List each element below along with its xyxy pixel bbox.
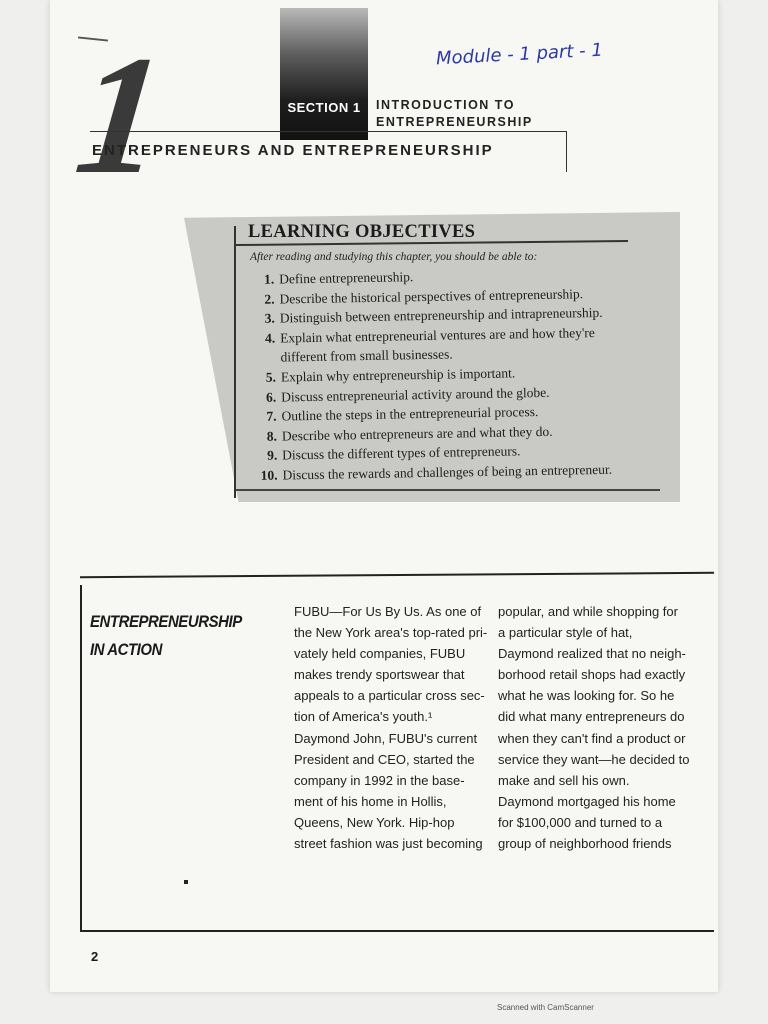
body-text-line: did what many entrepreneurs do (498, 709, 685, 725)
body-text-line: what he was looking for. So he (498, 688, 675, 704)
body-text-line: FUBU—For Us By Us. As one of (294, 604, 482, 619)
objective-number: 2. (264, 291, 275, 307)
ink-dot (184, 880, 188, 884)
objective-number: 6. (265, 389, 277, 405)
body-text-line: company in 1992 in the base- (294, 772, 465, 788)
objectives-list (252, 263, 656, 485)
objective-text: Discuss the rewards and challenges of being an entrepreneur. (282, 461, 613, 483)
body-text-line: Daymond realized that no neigh- (498, 646, 686, 662)
in-action-title-line1: ENTREPRENEURSHIP (90, 612, 242, 631)
objective-number: 8. (266, 428, 278, 444)
objective-text: Outline the steps in the entrepreneurial process. (281, 404, 539, 424)
objective-number: 3. (264, 310, 275, 326)
objective-text: Describe who entrepreneurs are and what they do. (281, 423, 553, 444)
objective-number: 9. (266, 447, 278, 464)
section-bar (280, 8, 368, 140)
body-text-line: ment of his home in Hollis, (294, 793, 447, 809)
in-action-column-1 (294, 601, 488, 854)
page-number: 2 (91, 949, 99, 964)
body-text-line: when they can't find a product or (498, 730, 686, 746)
objective-number: 4. (264, 330, 276, 346)
objective-text: Describe the historical perspectives of entrepreneurship. (279, 285, 584, 307)
body-text-line: Daymond mortgaged his home (498, 793, 676, 809)
body-text-line: group of neighborhood friends (498, 836, 672, 852)
body-text-line: popular, and while shopping for (498, 604, 678, 619)
body-text-line: for $100,000 and turned to a (498, 814, 663, 830)
section-title-line1: INTRODUCTION TO (376, 98, 515, 112)
objective-number: 10. (260, 467, 278, 483)
body-text-line: service they want—he decided to (498, 751, 690, 767)
in-action-column-2 (498, 601, 694, 854)
body-text-line: make and sell his own. (498, 772, 630, 788)
objectives-rule-left (234, 226, 236, 498)
scanner-watermark: Scanned with CamScanner (497, 1003, 594, 1012)
objective-number: 1. (263, 271, 275, 287)
section-title-line2: ENTREPRENEURSHIP (376, 115, 533, 129)
body-text-line: appeals to a particular cross sec- (294, 688, 485, 704)
chapter-number: 1 (68, 21, 173, 209)
chapter-title: ENTREPRENEURS AND ENTREPRENEURSHIP (92, 142, 494, 159)
objectives-heading: LEARNING OBJECTIVES (248, 222, 476, 242)
body-text-line: the New York area's top-rated pri- (294, 625, 488, 641)
objectives-rule-bottom (236, 489, 660, 491)
objective-number: 5. (265, 369, 277, 385)
objective-text: Discuss entrepreneurial activity around the globe. (281, 384, 550, 405)
section-title (376, 97, 533, 131)
objective-text-continued: different from small businesses. (280, 346, 453, 365)
body-text-line: tion of America's youth.¹ (294, 709, 433, 725)
objective-text: Define entrepreneurship. (279, 269, 414, 287)
body-text-line: makes trendy sportswear that (294, 667, 465, 683)
objective-text: Discuss the different types of entrepreneurs. (282, 443, 521, 463)
handwritten-note: Module - 1 part - 1 (435, 39, 604, 70)
feature-box-left-rule (80, 585, 82, 930)
objective-text: Distinguish between entrepreneurship and intrapreneurship. (279, 305, 603, 326)
in-action-title (90, 608, 242, 664)
body-text-line: borhood retail shops had exactly (498, 667, 686, 683)
body-text-line: President and CEO, started the (294, 751, 475, 767)
objective-text: Explain why entrepreneurship is important. (280, 365, 516, 385)
objective-number: 7. (266, 408, 277, 424)
objectives-intro: After reading and studying this chapter, you should be able to: (250, 251, 538, 263)
body-text-line: a particular style of hat, (498, 625, 633, 641)
feature-box-bottom-rule (80, 930, 714, 932)
body-text-line: street fashion was just becoming (294, 836, 483, 852)
objective-text: Explain what entrepreneurial ventures are and how they're (280, 324, 595, 346)
body-text-line: Queens, New York. Hip-hop (294, 814, 455, 830)
section-label: SECTION 1 (287, 100, 361, 115)
body-text-line: vately held companies, FUBU (294, 646, 466, 662)
in-action-title-line2: IN ACTION (90, 640, 162, 659)
body-text-line: Daymond John, FUBU's current (294, 730, 478, 746)
